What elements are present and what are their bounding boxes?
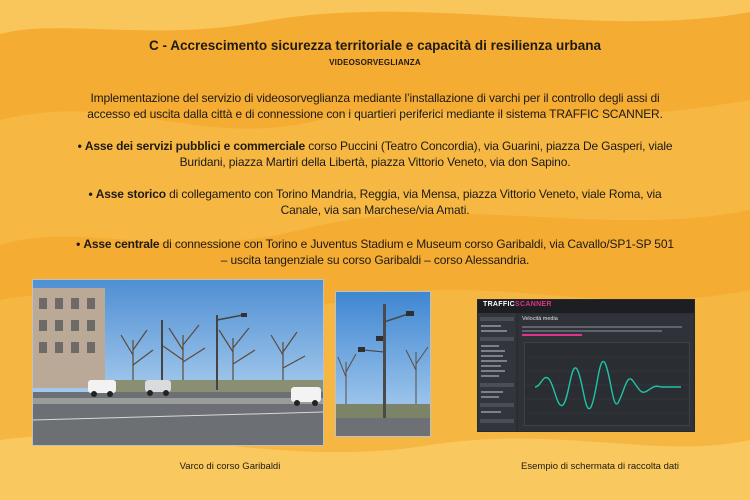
sidebar-item xyxy=(481,396,499,398)
speed-chart xyxy=(524,342,690,426)
axis-heading: Asse storico xyxy=(95,187,166,201)
dashboard-header xyxy=(478,300,695,313)
panel-text-highlight xyxy=(522,334,582,336)
panel-text-line xyxy=(522,326,682,328)
dashboard-sidebar xyxy=(478,313,516,432)
sidebar-item xyxy=(481,360,507,362)
axis-text-line-1: corso Puccini (Teatro Concordia), via Guarini, piazza De Gasperi, viale xyxy=(305,139,673,153)
sidebar-item xyxy=(481,411,501,413)
axis-text-line-1: di collegamento con Torino Mandria, Reggia, via Mensa, piazza Vittorio Veneto, viale Roma, via xyxy=(165,187,662,201)
axis-text-line-2: Buridani, piazza Martiri della Libertà, piazza Vittorio Veneto, via don Sapino. xyxy=(179,155,571,169)
logo-accent-text: SCANNER xyxy=(515,301,552,308)
panel-text-line xyxy=(522,330,662,332)
axis-item-services xyxy=(55,138,695,170)
sidebar-item xyxy=(481,370,505,372)
sidebar-item xyxy=(481,355,503,357)
sidebar-section xyxy=(480,403,514,407)
sidebar-section xyxy=(480,337,514,341)
photo-caption: Varco di corso Garibaldi xyxy=(179,461,281,472)
axis-bullet: • xyxy=(77,139,82,153)
sidebar-item xyxy=(481,345,499,347)
sidebar-item xyxy=(481,330,507,332)
logo-main-text: TRAFFIC xyxy=(483,301,516,308)
traffic-scanner-screenshot xyxy=(477,299,695,432)
sidebar-item xyxy=(481,350,505,352)
street-photo xyxy=(32,279,324,446)
axis-heading: Asse dei servizi pubblici e commerciale xyxy=(84,139,306,153)
sidebar-section xyxy=(480,317,514,321)
axis-text-line-1: di connessione con Torino e Juventus Stadium e Museum corso Garibaldi, via Cavallo/SP1-SP 501 xyxy=(159,237,674,251)
axis-bullet: • xyxy=(88,187,93,201)
intro-line-2: accesso ed uscita dalla città e di connessione con i quartieri periferici mediante il sistema TRAFFIC SCANNER. xyxy=(87,107,663,121)
axis-text-line-2: – uscita tangenziale su corso Garibaldi – corso Alessandria. xyxy=(220,253,530,267)
sidebar-item xyxy=(481,375,499,377)
sidebar-section xyxy=(480,383,514,387)
traffic-scanner-logo xyxy=(483,301,552,308)
sidebar-section xyxy=(480,419,514,423)
intro-paragraph xyxy=(55,90,695,122)
page-title: C - Accrescimento sicurezza territoriale e capacità di resilienza urbana xyxy=(149,38,601,53)
dashboard-main-panel xyxy=(518,314,694,431)
axis-item-central xyxy=(55,236,695,268)
screenshot-caption: Esempio di schermata di raccolta dati xyxy=(521,461,679,472)
axis-text-line-2: Canale, via san Marchese/via Amati. xyxy=(280,203,470,217)
sidebar-item xyxy=(481,365,501,367)
camera-pole-photo xyxy=(335,291,431,437)
panel-title: Velocità media xyxy=(522,316,558,322)
sidebar-item xyxy=(481,391,503,393)
axis-heading: Asse centrale xyxy=(83,237,160,251)
intro-line-1: Implementazione del servizio di videosorveglianza mediante l’installazione di varchi per il controllo degli assi di xyxy=(90,91,660,105)
axis-bullet: • xyxy=(76,237,81,251)
axis-item-historic xyxy=(55,186,695,218)
page-subtitle: VIDEOSORVEGLIANZA xyxy=(329,58,421,67)
sidebar-item xyxy=(481,325,501,327)
